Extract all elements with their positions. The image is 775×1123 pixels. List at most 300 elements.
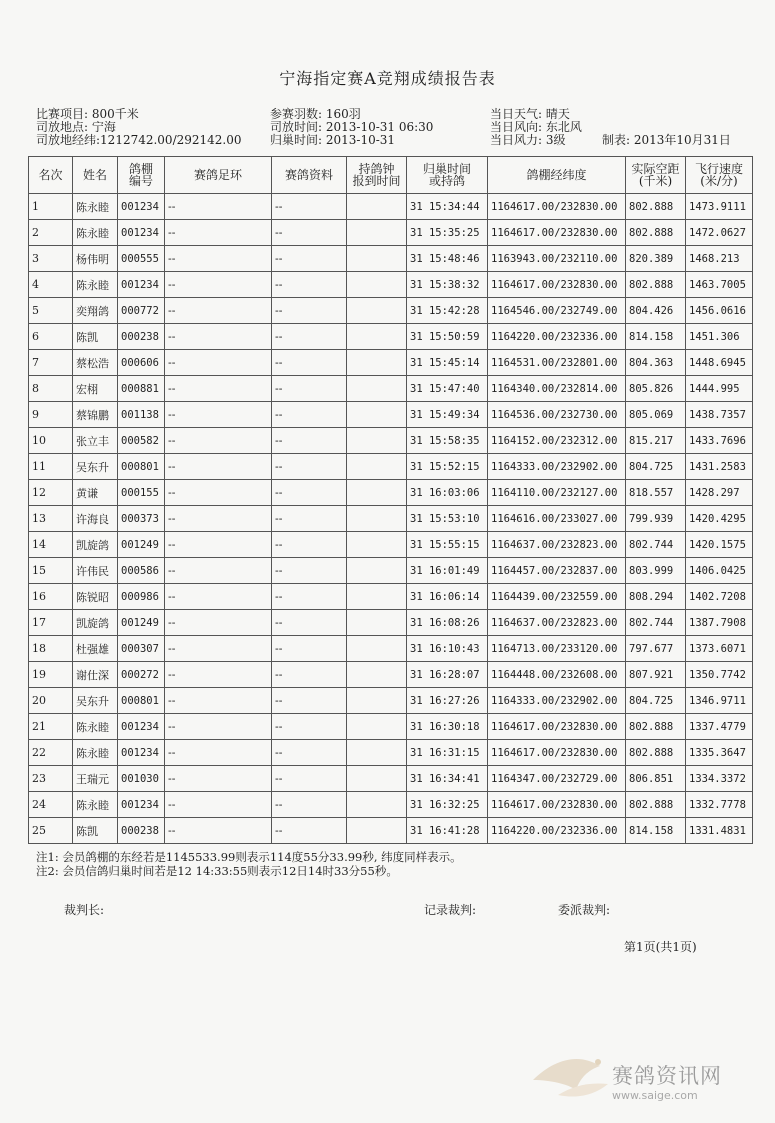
- table-row: [29, 428, 753, 454]
- header-loft-id-line: 编号: [128, 174, 153, 188]
- cell-ring: --: [165, 480, 272, 506]
- cell-loft-coords: 1164333.00/232902.00: [488, 454, 626, 480]
- cell-loft-id: 000801: [118, 454, 165, 480]
- cell-speed: 1444.995: [686, 376, 753, 402]
- cell-loft-coords: 1164617.00/232830.00: [488, 740, 626, 766]
- cell-loft-id: 001234: [118, 792, 165, 818]
- cell-distance: 814.158: [626, 818, 686, 844]
- cell-clock-time: [347, 714, 407, 740]
- table-row: [29, 610, 753, 636]
- notes: [36, 850, 462, 878]
- cell-loft-coords: 1164637.00/232823.00: [488, 532, 626, 558]
- cell-loft-id: 000801: [118, 688, 165, 714]
- cell-clock-time: [347, 402, 407, 428]
- header-speed: [686, 157, 753, 194]
- cell-distance: 818.557: [626, 480, 686, 506]
- cell-speed: 1456.0616: [686, 298, 753, 324]
- table-row: [29, 376, 753, 402]
- cell-return-time: 31 15:55:15: [407, 532, 488, 558]
- cell-loft-coords: 1164448.00/232608.00: [488, 662, 626, 688]
- cell-pigeon-info: --: [272, 376, 347, 402]
- cell-speed: 1350.7742: [686, 662, 753, 688]
- cell-distance: 805.069: [626, 402, 686, 428]
- cell-distance: 804.725: [626, 688, 686, 714]
- info-release-place: 司放地点: 宁海: [36, 120, 116, 134]
- header-ring-line: 赛鸽足环: [193, 168, 242, 182]
- cell-name: 谢仕深: [73, 662, 118, 688]
- cell-return-time: 31 16:06:14: [407, 584, 488, 610]
- cell-name: 黄谦: [73, 480, 118, 506]
- cell-clock-time: [347, 194, 407, 220]
- table-row: [29, 766, 753, 792]
- cell-clock-time: [347, 480, 407, 506]
- info-made-date: 制表: 2013年10月31日: [602, 133, 731, 147]
- cell-rank: 3: [29, 246, 73, 272]
- cell-distance: 806.851: [626, 766, 686, 792]
- header-clock-time-line: 持鸽钟: [358, 162, 395, 176]
- cell-clock-time: [347, 272, 407, 298]
- cell-pigeon-info: --: [272, 584, 347, 610]
- cell-clock-time: [347, 324, 407, 350]
- table-row: [29, 220, 753, 246]
- header-return-time: [407, 157, 488, 194]
- header-speed-line: 飞行速度: [694, 162, 743, 176]
- note-2: 注2: 会员信鸽归巢时间若是12 14:33:55则表示12日14时33分55秒。: [36, 864, 398, 878]
- cell-pigeon-info: --: [272, 298, 347, 324]
- table-row: [29, 792, 753, 818]
- cell-return-time: 31 16:27:26: [407, 688, 488, 714]
- cell-clock-time: [347, 532, 407, 558]
- cell-speed: 1438.7357: [686, 402, 753, 428]
- cell-pigeon-info: --: [272, 688, 347, 714]
- cell-ring: --: [165, 740, 272, 766]
- cell-rank: 23: [29, 766, 73, 792]
- cell-loft-coords: 1164546.00/232749.00: [488, 298, 626, 324]
- cell-loft-coords: 1163943.00/232110.00: [488, 246, 626, 272]
- cell-speed: 1402.7208: [686, 584, 753, 610]
- cell-loft-id: 000238: [118, 818, 165, 844]
- cell-speed: 1472.0627: [686, 220, 753, 246]
- cell-name: 陈永睦: [73, 220, 118, 246]
- cell-ring: --: [165, 610, 272, 636]
- cell-ring: --: [165, 376, 272, 402]
- cell-ring: --: [165, 532, 272, 558]
- header-speed-line: (米/分): [700, 174, 738, 188]
- cell-pigeon-info: --: [272, 506, 347, 532]
- cell-return-time: 31 16:03:06: [407, 480, 488, 506]
- cell-loft-id: 001249: [118, 610, 165, 636]
- cell-pigeon-info: --: [272, 194, 347, 220]
- cell-name: 凯旋鸽: [73, 532, 118, 558]
- header-clock-time-line: 报到时间: [352, 174, 401, 188]
- cell-pigeon-info: --: [272, 818, 347, 844]
- cell-clock-time: [347, 246, 407, 272]
- cell-rank: 25: [29, 818, 73, 844]
- cell-rank: 5: [29, 298, 73, 324]
- cell-name: 陈凯: [73, 818, 118, 844]
- cell-loft-coords: 1164616.00/233027.00: [488, 506, 626, 532]
- cell-speed: 1468.213: [686, 246, 753, 272]
- cell-return-time: 31 15:47:40: [407, 376, 488, 402]
- cell-name: 杜强雄: [73, 636, 118, 662]
- cell-name: 凯旋鸽: [73, 610, 118, 636]
- cell-loft-coords: 1164333.00/232902.00: [488, 688, 626, 714]
- cell-pigeon-info: --: [272, 480, 347, 506]
- cell-loft-id: 000555: [118, 246, 165, 272]
- cell-ring: --: [165, 428, 272, 454]
- cell-ring: --: [165, 324, 272, 350]
- cell-clock-time: [347, 298, 407, 324]
- cell-speed: 1346.9711: [686, 688, 753, 714]
- header-return-time-line: 归巢时间: [422, 162, 471, 176]
- table-row: [29, 402, 753, 428]
- cell-pigeon-info: --: [272, 454, 347, 480]
- cell-ring: --: [165, 662, 272, 688]
- cell-ring: --: [165, 454, 272, 480]
- note-1: 注1: 会员鸽棚的东经若是1145533.99则表示114度55分33.99秒, 纬度同样表示。: [36, 850, 462, 864]
- cell-loft-id: 000582: [118, 428, 165, 454]
- cell-ring: --: [165, 246, 272, 272]
- info-race-item: 比赛项目: 800千米: [36, 107, 139, 121]
- cell-rank: 4: [29, 272, 73, 298]
- cell-name: 蔡松浩: [73, 350, 118, 376]
- cell-loft-id: 000881: [118, 376, 165, 402]
- cell-speed: 1332.7778: [686, 792, 753, 818]
- cell-name: 陈永睦: [73, 714, 118, 740]
- watermark-url: www.saige.com: [612, 1089, 698, 1102]
- table-row: [29, 558, 753, 584]
- cell-loft-coords: 1164713.00/233120.00: [488, 636, 626, 662]
- cell-clock-time: [347, 220, 407, 246]
- header-clock-time: [347, 157, 407, 194]
- cell-loft-coords: 1164220.00/232336.00: [488, 324, 626, 350]
- cell-loft-coords: 1164439.00/232559.00: [488, 584, 626, 610]
- cell-loft-id: 001234: [118, 272, 165, 298]
- cell-return-time: 31 16:32:25: [407, 792, 488, 818]
- cell-loft-coords: 1164347.00/232729.00: [488, 766, 626, 792]
- header-loft-id: [118, 157, 165, 194]
- table-row: [29, 324, 753, 350]
- table-row: [29, 454, 753, 480]
- cell-pigeon-info: --: [272, 714, 347, 740]
- header-distance-line: 实际空距: [631, 162, 680, 176]
- cell-return-time: 31 16:34:41: [407, 766, 488, 792]
- cell-return-time: 31 16:08:26: [407, 610, 488, 636]
- cell-name: 吴东升: [73, 688, 118, 714]
- cell-loft-id: 000986: [118, 584, 165, 610]
- cell-distance: 799.939: [626, 506, 686, 532]
- cell-speed: 1448.6945: [686, 350, 753, 376]
- table-row: [29, 714, 753, 740]
- cell-name: 陈永睦: [73, 272, 118, 298]
- cell-loft-id: 000238: [118, 324, 165, 350]
- cell-return-time: 31 16:41:28: [407, 818, 488, 844]
- cell-distance: 802.888: [626, 792, 686, 818]
- cell-distance: 797.677: [626, 636, 686, 662]
- table-row: [29, 688, 753, 714]
- cell-clock-time: [347, 350, 407, 376]
- cell-ring: --: [165, 636, 272, 662]
- cell-ring: --: [165, 194, 272, 220]
- cell-distance: 802.888: [626, 220, 686, 246]
- cell-pigeon-info: --: [272, 792, 347, 818]
- cell-ring: --: [165, 272, 272, 298]
- cell-ring: --: [165, 558, 272, 584]
- cell-rank: 24: [29, 792, 73, 818]
- cell-distance: 804.725: [626, 454, 686, 480]
- cell-name: 杨伟明: [73, 246, 118, 272]
- cell-return-time: 31 15:45:14: [407, 350, 488, 376]
- cell-speed: 1463.7005: [686, 272, 753, 298]
- info-wind-force: 当日风力: 3级: [490, 133, 566, 147]
- cell-ring: --: [165, 350, 272, 376]
- cell-ring: --: [165, 688, 272, 714]
- cell-name: 陈凯: [73, 324, 118, 350]
- table-row: [29, 818, 753, 844]
- table-row: [29, 246, 753, 272]
- table-row: [29, 636, 753, 662]
- cell-loft-coords: 1164152.00/232312.00: [488, 428, 626, 454]
- cell-return-time: 31 15:49:34: [407, 402, 488, 428]
- cell-distance: 805.826: [626, 376, 686, 402]
- cell-clock-time: [347, 740, 407, 766]
- table-row: [29, 662, 753, 688]
- cell-name: 许伟民: [73, 558, 118, 584]
- cell-rank: 6: [29, 324, 73, 350]
- cell-speed: 1387.7908: [686, 610, 753, 636]
- cell-distance: 802.888: [626, 714, 686, 740]
- table-row: [29, 272, 753, 298]
- cell-rank: 2: [29, 220, 73, 246]
- cell-speed: 1406.0425: [686, 558, 753, 584]
- cell-rank: 21: [29, 714, 73, 740]
- cell-distance: 807.921: [626, 662, 686, 688]
- info-entries: 参赛羽数: 160羽: [270, 107, 361, 121]
- cell-rank: 9: [29, 402, 73, 428]
- cell-loft-id: 001030: [118, 766, 165, 792]
- cell-pigeon-info: --: [272, 246, 347, 272]
- cell-name: 吴东升: [73, 454, 118, 480]
- cell-loft-id: 000586: [118, 558, 165, 584]
- header-distance-line: (千米): [638, 174, 673, 188]
- cell-return-time: 31 15:34:44: [407, 194, 488, 220]
- cell-rank: 22: [29, 740, 73, 766]
- table-row: [29, 506, 753, 532]
- header-ring: [165, 157, 272, 194]
- cell-ring: --: [165, 714, 272, 740]
- header-loft-coords-line: 鸽棚经纬度: [526, 168, 587, 182]
- info-return-time: 归巢时间: 2013-10-31: [270, 133, 396, 147]
- header-name: [73, 157, 118, 194]
- cell-loft-coords: 1164617.00/232830.00: [488, 714, 626, 740]
- cell-clock-time: [347, 610, 407, 636]
- cell-clock-time: [347, 376, 407, 402]
- cell-pigeon-info: --: [272, 766, 347, 792]
- cell-name: 奕翔鸽: [73, 298, 118, 324]
- cell-speed: 1335.3647: [686, 740, 753, 766]
- header-loft-id-line: 鸽棚: [128, 162, 153, 176]
- header-return-time-line: 或持鸽: [428, 174, 465, 188]
- cell-pigeon-info: --: [272, 532, 347, 558]
- cell-pigeon-info: --: [272, 636, 347, 662]
- results-header: [29, 157, 753, 194]
- cell-return-time: 31 16:01:49: [407, 558, 488, 584]
- cell-loft-id: 000772: [118, 298, 165, 324]
- header-rank: [29, 157, 73, 194]
- cell-pigeon-info: --: [272, 558, 347, 584]
- cell-loft-id: 001234: [118, 740, 165, 766]
- cell-return-time: 31 15:50:59: [407, 324, 488, 350]
- cell-ring: --: [165, 402, 272, 428]
- cell-loft-coords: 1164531.00/232801.00: [488, 350, 626, 376]
- cell-loft-coords: 1164637.00/232823.00: [488, 610, 626, 636]
- cell-clock-time: [347, 506, 407, 532]
- cell-clock-time: [347, 688, 407, 714]
- cell-pigeon-info: --: [272, 662, 347, 688]
- cell-distance: 802.744: [626, 532, 686, 558]
- cell-name: 陈永睦: [73, 740, 118, 766]
- info-weather: 当日天气: 晴天: [490, 107, 570, 121]
- cell-speed: 1431.2583: [686, 454, 753, 480]
- table-row: [29, 350, 753, 376]
- cell-name: 陈永睦: [73, 792, 118, 818]
- header-distance: [626, 157, 686, 194]
- record-judge-label: 记录裁判:: [424, 903, 477, 917]
- cell-loft-coords: 1164110.00/232127.00: [488, 480, 626, 506]
- cell-speed: 1373.6071: [686, 636, 753, 662]
- cell-pigeon-info: --: [272, 324, 347, 350]
- info-wind-direction: 当日风向: 东北风: [490, 120, 582, 134]
- cell-pigeon-info: --: [272, 402, 347, 428]
- report-title: 宁海指定赛A竞翔成绩报告表: [279, 69, 496, 88]
- cell-loft-coords: 1164220.00/232336.00: [488, 818, 626, 844]
- cell-distance: 808.294: [626, 584, 686, 610]
- cell-loft-id: 001234: [118, 220, 165, 246]
- chief-judge-label: 裁判长:: [64, 903, 105, 917]
- header-loft-coords: [488, 157, 626, 194]
- cell-loft-coords: 1164617.00/232830.00: [488, 792, 626, 818]
- cell-distance: 815.217: [626, 428, 686, 454]
- cell-ring: --: [165, 298, 272, 324]
- cell-rank: 11: [29, 454, 73, 480]
- cell-name: 宏栩: [73, 376, 118, 402]
- cell-return-time: 31 16:30:18: [407, 714, 488, 740]
- table-row: [29, 584, 753, 610]
- cell-return-time: 31 15:48:46: [407, 246, 488, 272]
- cell-ring: --: [165, 818, 272, 844]
- cell-loft-id: 001249: [118, 532, 165, 558]
- cell-clock-time: [347, 428, 407, 454]
- table-row: [29, 532, 753, 558]
- cell-speed: 1337.4779: [686, 714, 753, 740]
- cell-return-time: 31 16:31:15: [407, 740, 488, 766]
- cell-speed: 1451.306: [686, 324, 753, 350]
- cell-rank: 15: [29, 558, 73, 584]
- cell-rank: 19: [29, 662, 73, 688]
- results-body: [29, 194, 753, 844]
- cell-clock-time: [347, 636, 407, 662]
- cell-distance: 802.888: [626, 272, 686, 298]
- cell-speed: 1331.4831: [686, 818, 753, 844]
- cell-rank: 7: [29, 350, 73, 376]
- cell-rank: 13: [29, 506, 73, 532]
- cell-rank: 8: [29, 376, 73, 402]
- cell-loft-coords: 1164617.00/232830.00: [488, 220, 626, 246]
- table-row: [29, 298, 753, 324]
- cell-return-time: 31 15:35:25: [407, 220, 488, 246]
- info-release-time: 司放时间: 2013-10-31 06:30: [270, 120, 434, 134]
- cell-speed: 1433.7696: [686, 428, 753, 454]
- cell-loft-coords: 1164617.00/232830.00: [488, 272, 626, 298]
- table-row: [29, 480, 753, 506]
- cell-rank: 17: [29, 610, 73, 636]
- cell-distance: 820.389: [626, 246, 686, 272]
- cell-loft-coords: 1164536.00/232730.00: [488, 402, 626, 428]
- cell-clock-time: [347, 818, 407, 844]
- cell-distance: 802.888: [626, 740, 686, 766]
- cell-clock-time: [347, 558, 407, 584]
- cell-ring: --: [165, 220, 272, 246]
- cell-pigeon-info: --: [272, 610, 347, 636]
- cell-loft-id: 001234: [118, 194, 165, 220]
- cell-pigeon-info: --: [272, 428, 347, 454]
- cell-distance: 802.888: [626, 194, 686, 220]
- header-pigeon-info: [272, 157, 347, 194]
- header-pigeon-info-line: 赛鸽资料: [284, 168, 333, 182]
- cell-loft-id: 000272: [118, 662, 165, 688]
- cell-speed: 1334.3372: [686, 766, 753, 792]
- cell-rank: 16: [29, 584, 73, 610]
- cell-rank: 14: [29, 532, 73, 558]
- cell-pigeon-info: --: [272, 350, 347, 376]
- cell-rank: 18: [29, 636, 73, 662]
- cell-rank: 1: [29, 194, 73, 220]
- cell-clock-time: [347, 766, 407, 792]
- cell-loft-id: 000155: [118, 480, 165, 506]
- cell-speed: 1420.1575: [686, 532, 753, 558]
- page-number: 第1页(共1页): [624, 940, 697, 954]
- results-table: [28, 156, 753, 844]
- info-release-coord: 司放地经纬:1212742.00/292142.00: [36, 133, 242, 147]
- cell-pigeon-info: --: [272, 220, 347, 246]
- cell-ring: --: [165, 792, 272, 818]
- cell-rank: 12: [29, 480, 73, 506]
- cell-return-time: 31 15:58:35: [407, 428, 488, 454]
- cell-clock-time: [347, 792, 407, 818]
- cell-speed: 1428.297: [686, 480, 753, 506]
- cell-name: 许海良: [73, 506, 118, 532]
- cell-return-time: 31 15:42:28: [407, 298, 488, 324]
- cell-return-time: 31 16:28:07: [407, 662, 488, 688]
- cell-ring: --: [165, 506, 272, 532]
- cell-loft-coords: 1164340.00/232814.00: [488, 376, 626, 402]
- cell-rank: 20: [29, 688, 73, 714]
- cell-loft-coords: 1164617.00/232830.00: [488, 194, 626, 220]
- cell-return-time: 31 15:38:32: [407, 272, 488, 298]
- cell-distance: 802.744: [626, 610, 686, 636]
- cell-pigeon-info: --: [272, 740, 347, 766]
- cell-loft-id: 000307: [118, 636, 165, 662]
- cell-speed: 1473.9111: [686, 194, 753, 220]
- cell-loft-id: 000373: [118, 506, 165, 532]
- cell-distance: 803.999: [626, 558, 686, 584]
- cell-return-time: 31 16:10:43: [407, 636, 488, 662]
- cell-distance: 814.158: [626, 324, 686, 350]
- cell-distance: 804.363: [626, 350, 686, 376]
- cell-clock-time: [347, 662, 407, 688]
- cell-name: 陈永睦: [73, 194, 118, 220]
- table-row: [29, 740, 753, 766]
